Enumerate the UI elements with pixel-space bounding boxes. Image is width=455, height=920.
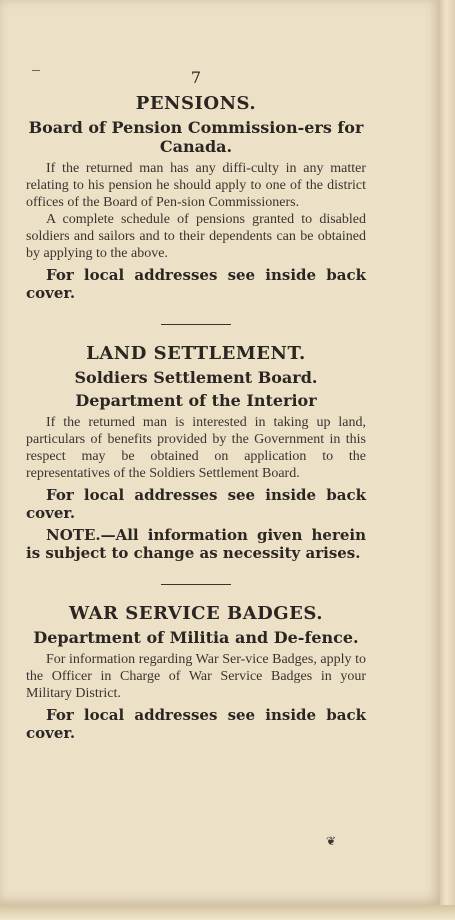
page-content — [26, 68, 366, 742]
local-addresses-note: For local addresses see inside back cover. — [26, 706, 366, 742]
section-divider — [161, 324, 231, 325]
section-title-war-service-badges: WAR SERVICE BADGES. — [69, 603, 323, 624]
paragraph: If the returned man has any diffi-culty in any matter relating to his pension he should apply to one of the district offices of the Board of Pen-sion Commissioners. — [26, 161, 366, 210]
section-subtitle: Soldiers Settlement Board. — [74, 368, 318, 387]
local-addresses-note: For local addresses see inside back cover. — [26, 486, 366, 522]
paragraph: If the returned man is interested in taking up land, particulars of benefits provided by the Government in this respect may be obtained on application to the representatives of the Soldiers Settlement Board. — [26, 415, 366, 481]
page-edge-right — [440, 0, 455, 920]
section-title-pensions: PENSIONS. — [135, 93, 257, 114]
section-subtitle: Department of Militia and De-fence. — [33, 628, 359, 647]
section-subtitle: Department of the Interior — [75, 391, 317, 410]
paragraph: A complete schedule of pensions granted to disabled soldiers and sailors and to their dependents can be obtained by applying to the above. — [26, 212, 366, 261]
page-edge-bottom — [0, 905, 455, 920]
local-addresses-note: For local addresses see inside back cover. — [26, 266, 366, 302]
section-title-land-settlement: LAND SETTLEMENT. — [86, 343, 306, 364]
page-number: 7 — [190, 68, 202, 87]
change-notice: NOTE.—All information given herein is subject to change as necessity arises. — [26, 526, 366, 562]
section-subtitle: Board of Pension Commission-ers for Canada. — [28, 118, 364, 156]
section-divider — [161, 584, 231, 585]
paragraph: For information regarding War Ser-vice Badges, apply to the Officer in Charge of War Service Badges in your Military District. — [26, 652, 366, 701]
printer-mark: ❦ — [326, 834, 337, 848]
